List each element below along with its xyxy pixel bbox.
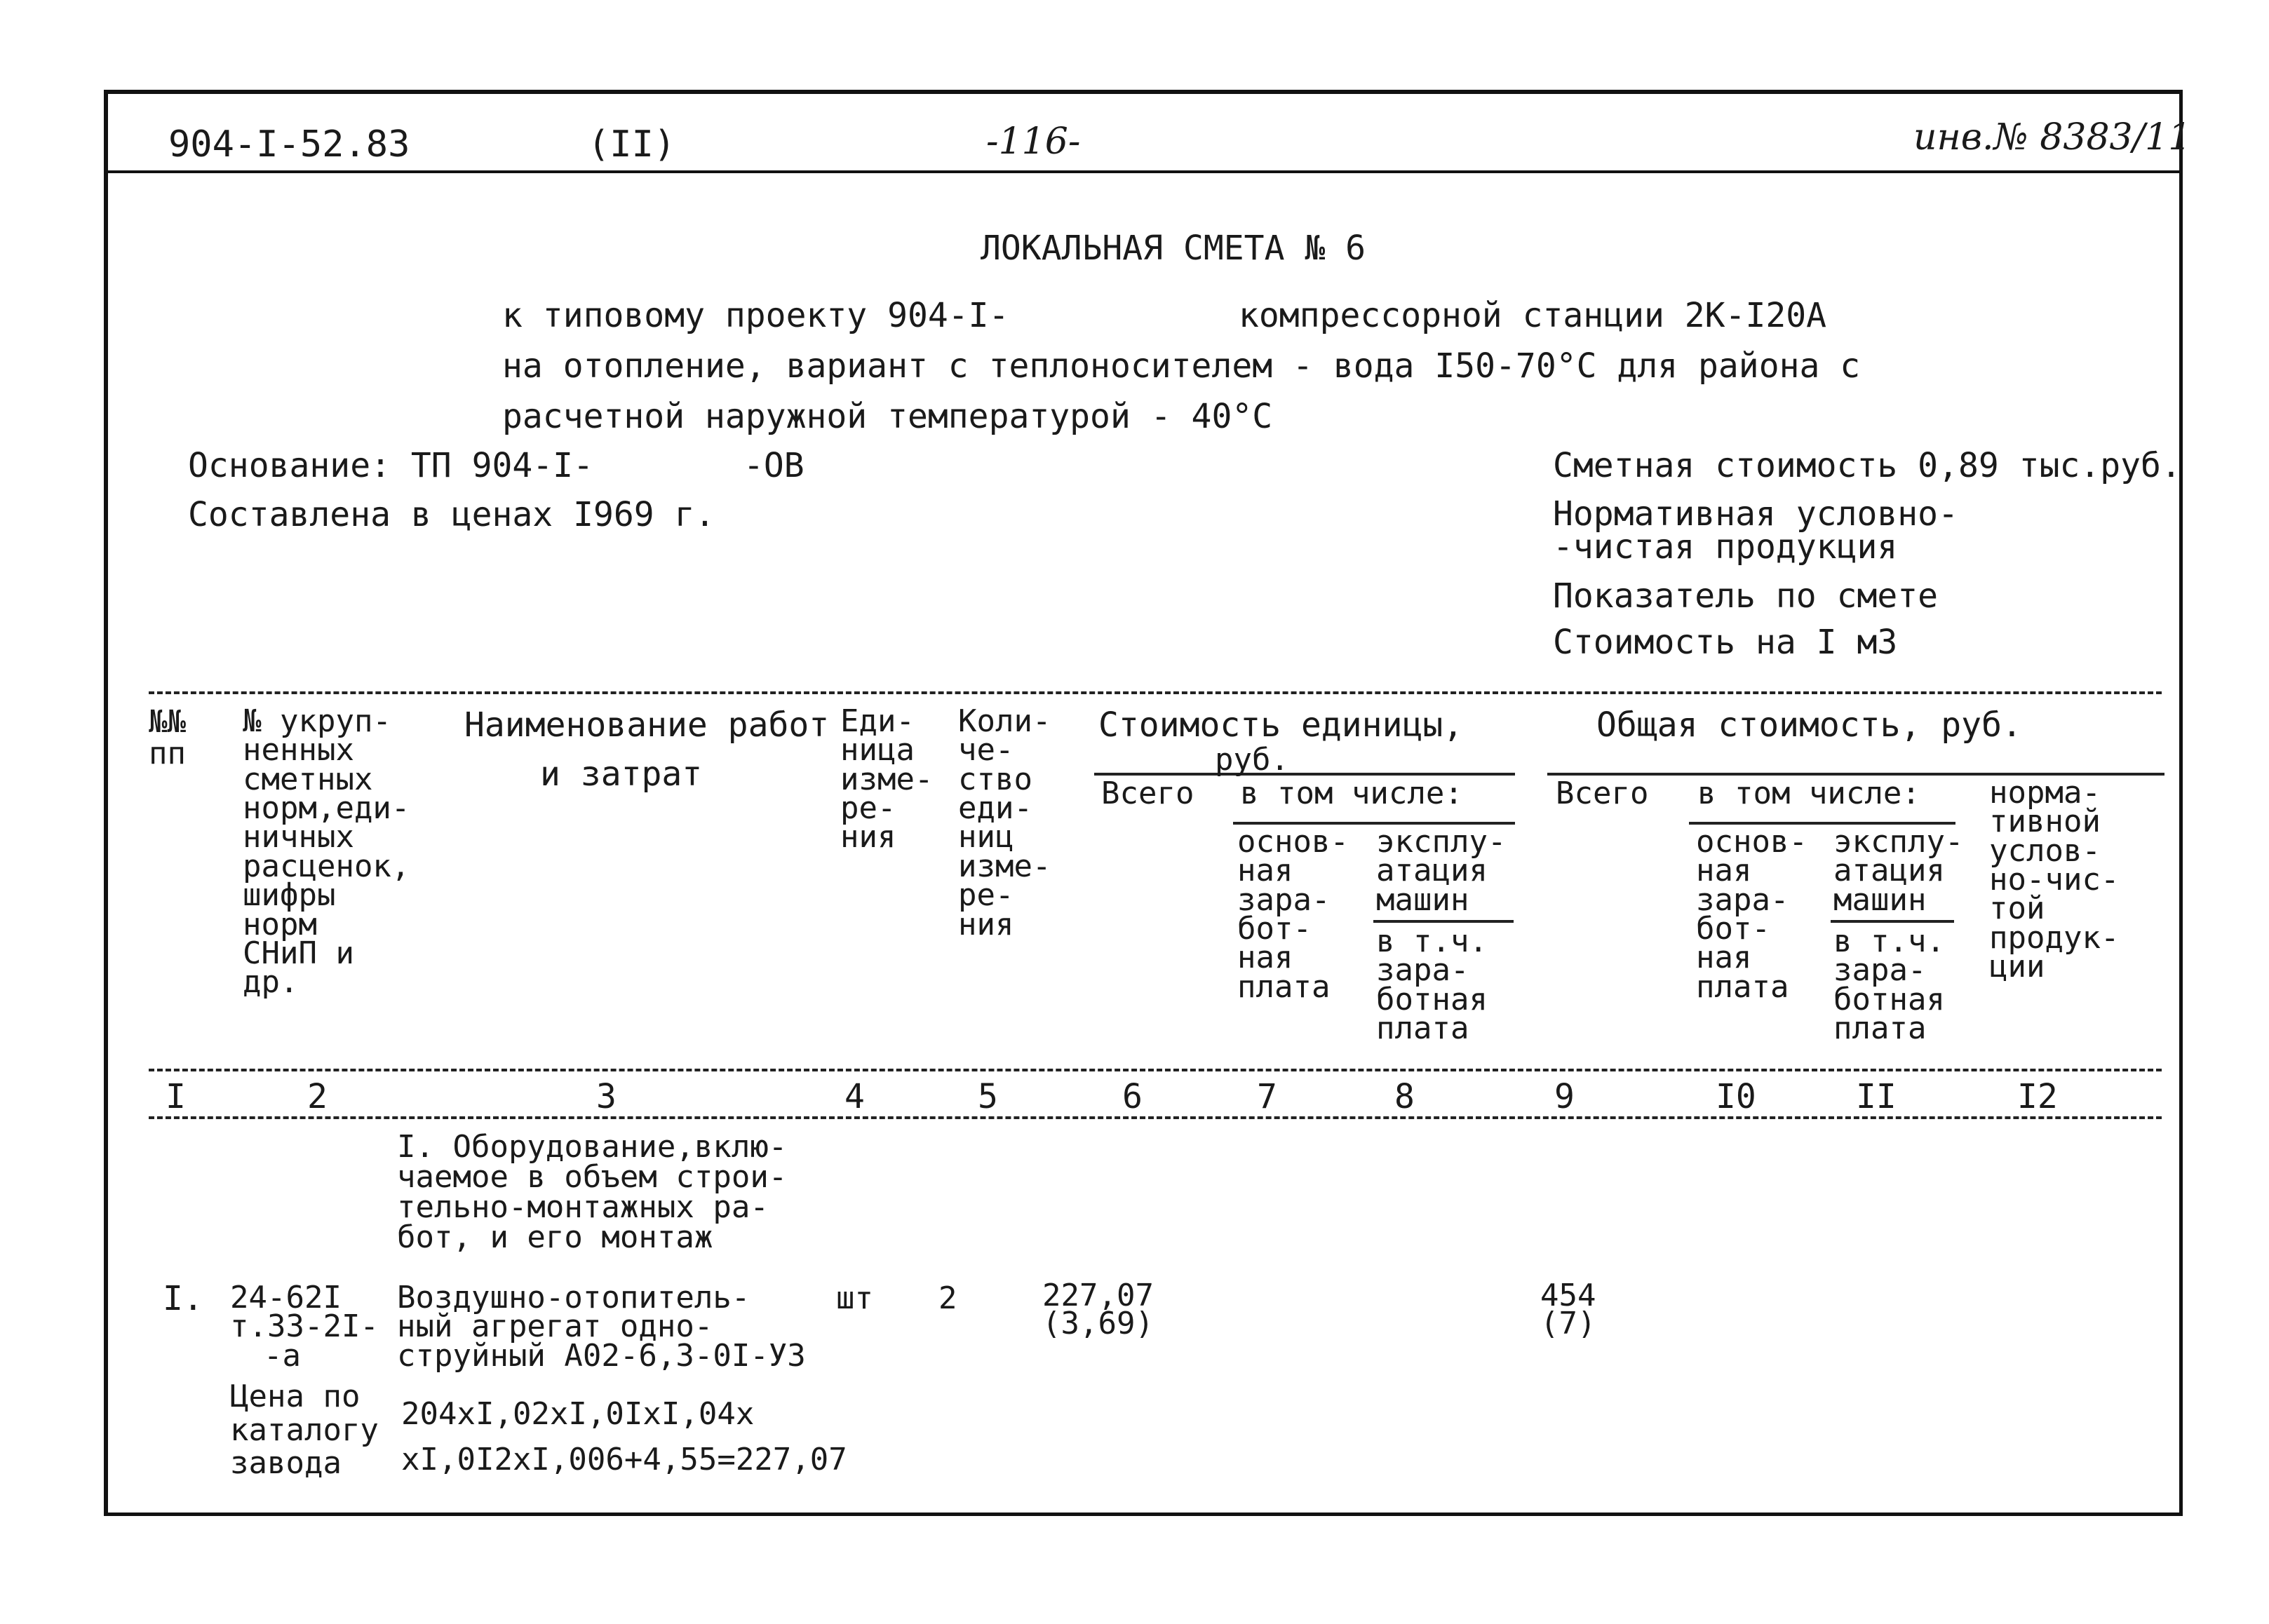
col-number-11: II (1856, 1077, 1897, 1116)
estimate-heading: ЛОКАЛЬНАЯ СМЕТА № 6 (981, 229, 1366, 268)
title-line3: расчетной наружной температурой - 40°С (502, 397, 1273, 436)
unit-machines-wage-header: в т.ч. зара- ботная плата (1376, 923, 1488, 1047)
row-total-cost: 454 (1540, 1278, 1596, 1313)
estimate-indicator: Показатель по смете (1553, 576, 1939, 616)
total-machines-wage-header: в т.ч. зара- ботная плата (1833, 923, 1945, 1047)
col-number-3: 3 (596, 1077, 617, 1116)
cost-per-m3: Стоимость на I м3 (1553, 623, 1898, 662)
total-cost-title: Общая стоимость, руб. (1596, 705, 2022, 745)
col-number-8: 8 (1394, 1077, 1415, 1116)
basis-a: Основание: ТП 904-I- (188, 446, 593, 485)
row-unit-cost: 227,07 (1042, 1278, 1154, 1313)
total-base-wage-header: основ- ная зара- бот- ная плата (1696, 824, 1807, 1005)
row-quantity: 2 (938, 1280, 957, 1316)
row-price-calculation: 204хI,02хI,0IхI,04х хI,0I2хI,006+4,55=227,07 (401, 1396, 847, 1478)
doc-part: (II) (588, 123, 676, 165)
col-number-12: I2 (2017, 1077, 2058, 1116)
table-top-rule (149, 691, 2162, 694)
row-total-cost-wage: (7) (1540, 1306, 1596, 1341)
unit-cost-unit: руб. (1215, 742, 1289, 778)
normative-product-line1: Нормативная условно- (1553, 494, 1958, 534)
row-number: I. (163, 1279, 203, 1318)
total-machines-rule (1831, 920, 1954, 923)
section-title: I. Оборудование,вклю- чаемое в объем строи- тельно-монтажных ра- бот, и его монтаж (397, 1129, 788, 1256)
unit-total-header: Всего (1101, 776, 1194, 811)
col-1-header: №№ пп (149, 704, 186, 771)
unit-including-header: в том числе: (1240, 776, 1463, 811)
row-name: Воздушно-отопитель- ный агрегат одно- струйный А02-6,3-0I-У3 (397, 1280, 806, 1374)
total-total-header: Всего (1556, 776, 1649, 811)
basis-b: -ОВ (743, 446, 804, 485)
total-machines-header: эксплу- атация машин (1833, 824, 1964, 918)
normative-product-line2: -чистая продукция (1553, 527, 1898, 567)
unit-machines-rule (1373, 920, 1514, 923)
unit-cost-title: Стоимость единицы, (1098, 705, 1464, 745)
doc-code: 904-I-52.83 (168, 123, 410, 165)
col-number-7: 7 (1257, 1077, 1277, 1116)
col-number-4: 4 (844, 1077, 865, 1116)
unit-base-wage-header: основ- ная зара- бот- ная плата (1237, 824, 1349, 1005)
title-line2: на отопление, вариант с теплоносителем - вода I50-70°С для района с (502, 346, 1861, 386)
normative-product-header: норма- тивной услов- но-чис- той продук- ции (1989, 775, 2120, 985)
col-number-1: I (166, 1077, 186, 1116)
col-3-header-b: и затрат (540, 755, 703, 794)
col-4-header: Еди- ница изме- ре- ния (840, 703, 934, 855)
col-number-2: 2 (307, 1077, 328, 1116)
col-number-6: 6 (1122, 1077, 1143, 1116)
title-line1-a: к типовому проекту 904-I- (502, 296, 1009, 335)
header-separator (104, 170, 2183, 173)
row-unit: шт (836, 1280, 873, 1316)
row-unit-cost-wage: (3,69) (1042, 1306, 1154, 1341)
row-code: 24-62I т.33-2I- -а (230, 1280, 379, 1374)
col-5-header: Коли- че- ство еди- ниц изме- ре- ния (958, 703, 1051, 942)
col-3-header-a: Наименование работ (464, 705, 830, 745)
estimated-cost: Сметная стоимость 0,89 тыс.руб. (1553, 446, 2181, 485)
table-numbers-top-rule (149, 1069, 2162, 1071)
col-number-9: 9 (1554, 1077, 1575, 1116)
table-numbers-bottom-rule (149, 1116, 2162, 1119)
col-number-10: I0 (1716, 1077, 1756, 1116)
title-line1-b: компрессорной станции 2К-I20А (1239, 296, 1827, 335)
inventory-number: инв.№ 8383/11 (1913, 116, 2192, 158)
row-code-note: Цена по каталогу завода (230, 1379, 379, 1482)
normative-product (1553, 494, 1958, 567)
price-base: Составлена в ценах I969 г. (188, 495, 715, 534)
page-number: -116- (986, 121, 1081, 163)
col-2-header: № укруп- ненных сметных норм,еди- ничных расценок, шифры норм СНиП и др. (243, 703, 410, 1001)
unit-machines-header: эксплу- атация машин (1376, 824, 1507, 918)
total-including-header: в том числе: (1697, 776, 1920, 811)
col-number-5: 5 (978, 1077, 998, 1116)
